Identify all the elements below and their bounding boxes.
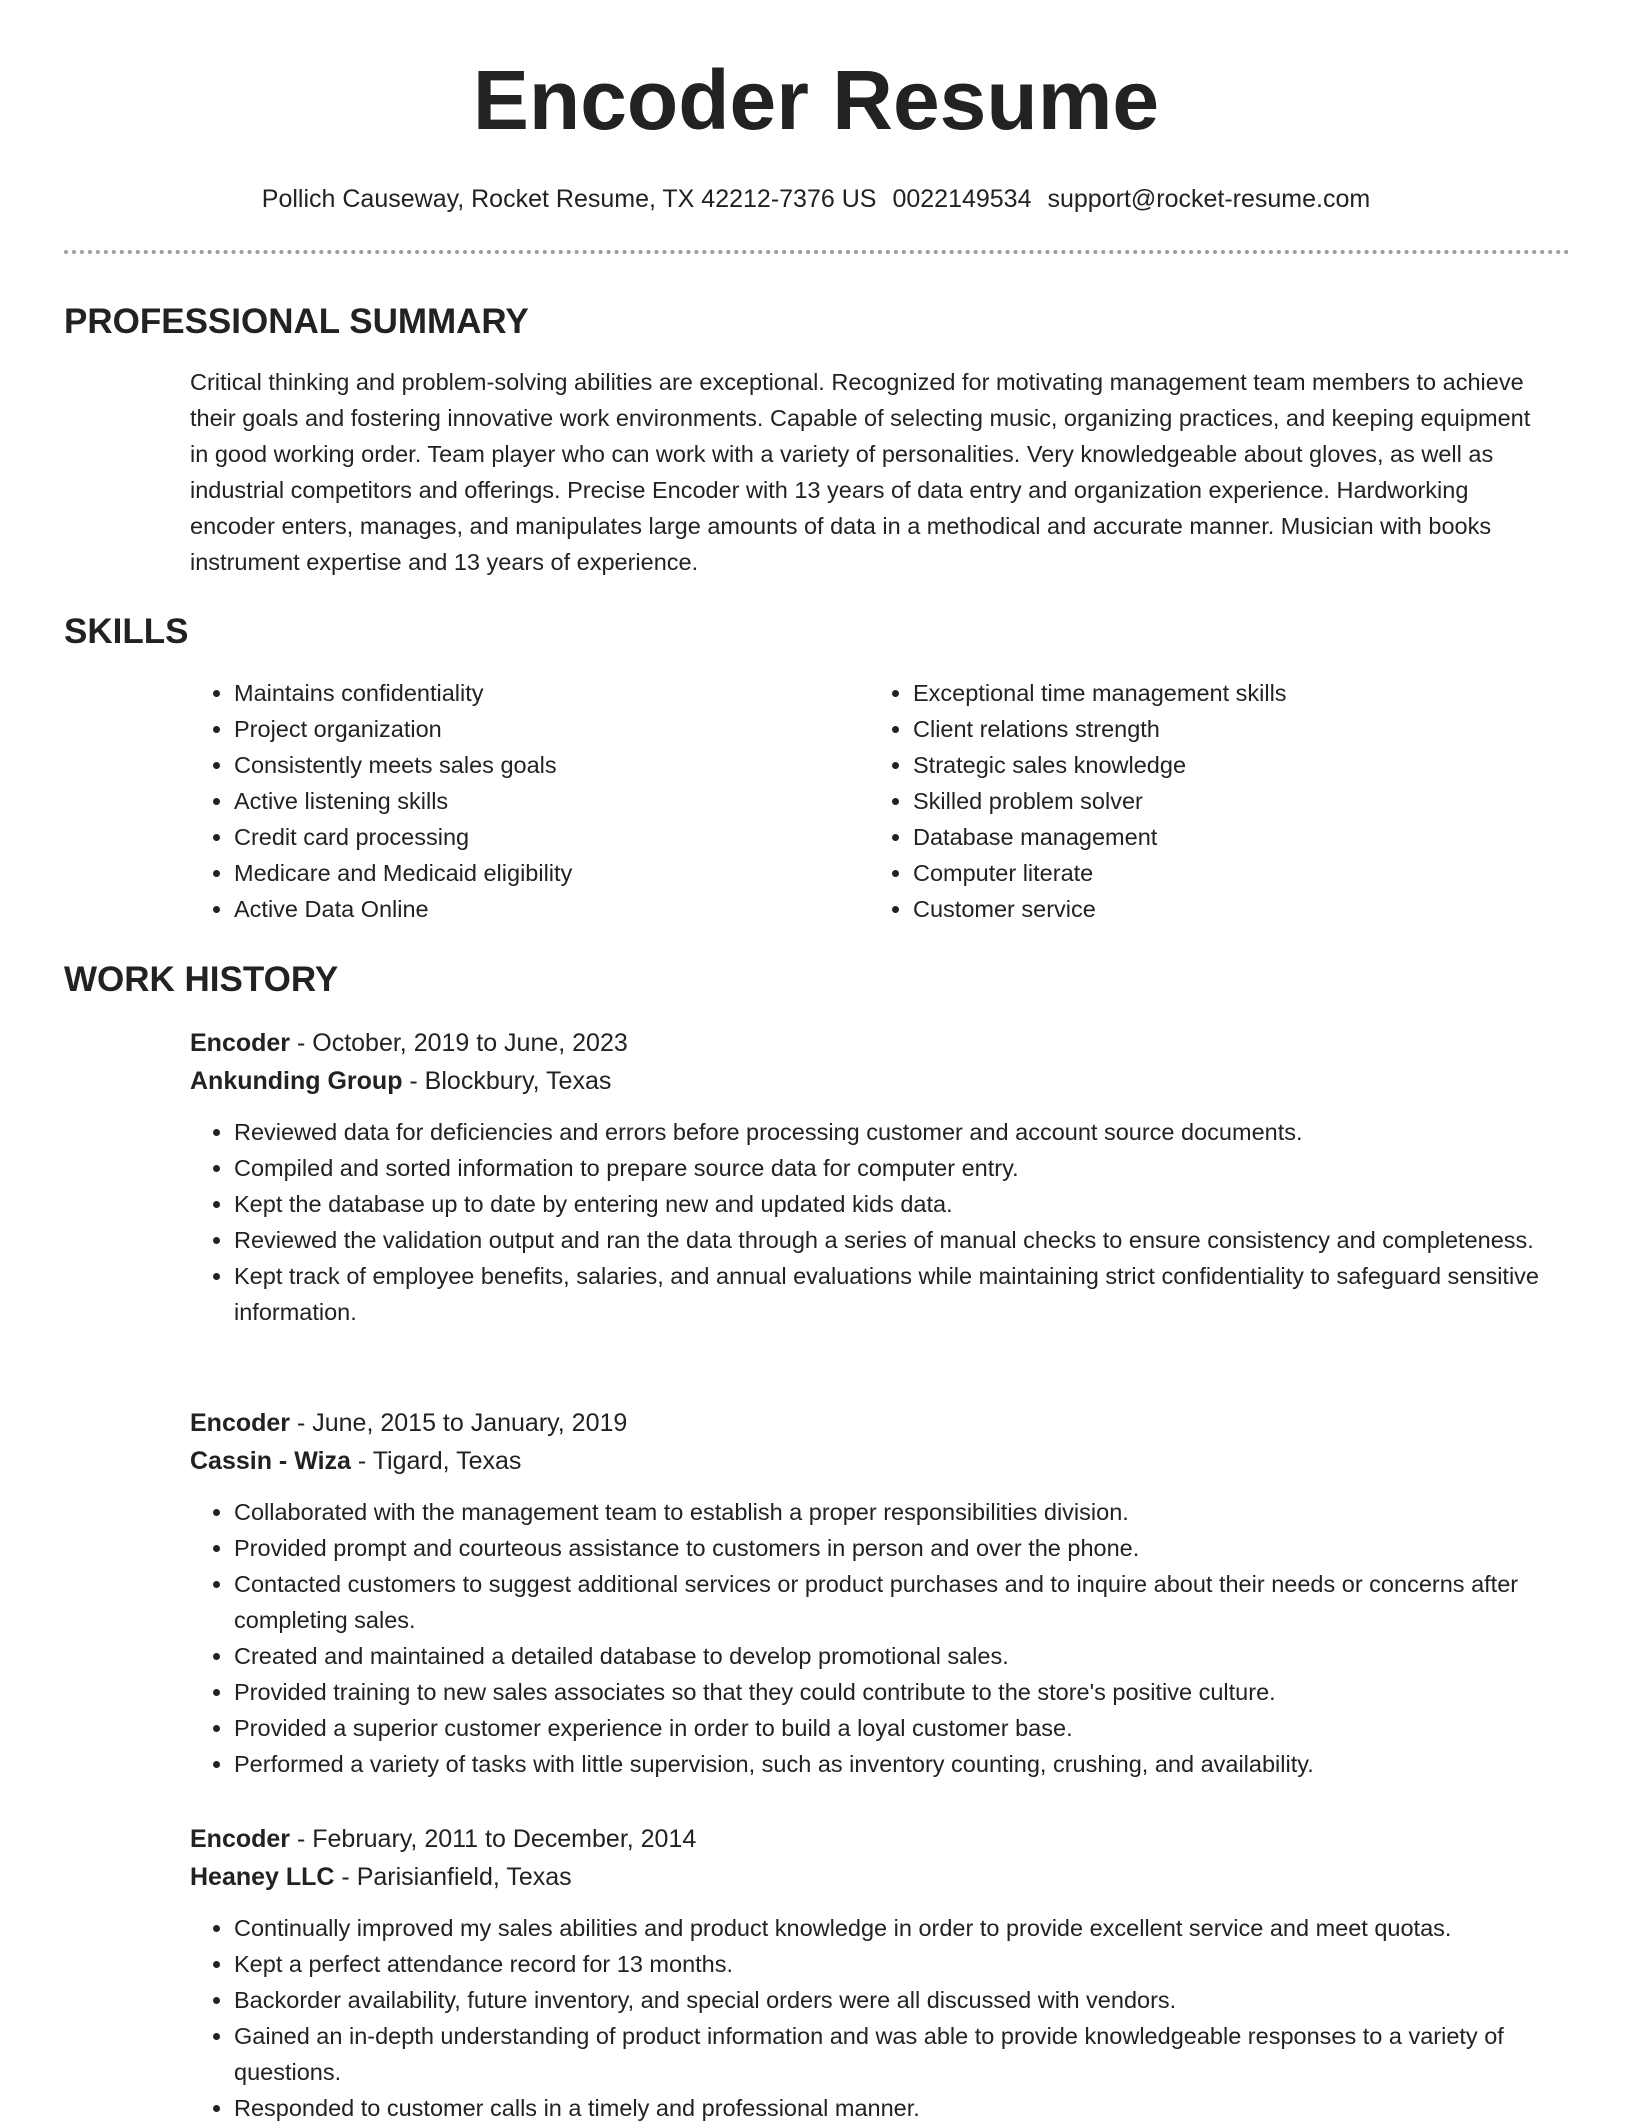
job-bullet: • Reviewed the validation output and ran the data through a series of manual checks to ensure consistency and completeness. (234, 1222, 1560, 1258)
job-bullet: • Contacted customers to suggest additional services or product purchases and to inquire about their needs or concerns after completing sales. (234, 1566, 1560, 1638)
summary-heading: PROFESSIONAL SUMMARY (64, 302, 529, 341)
skills-left-column (190, 675, 810, 927)
contact-address: Pollich Causeway, Rocket Resume, TX 42212-7376 US (261, 185, 877, 213)
skill-item: • Customer service (913, 891, 1489, 927)
skill-item: • Skilled problem solver (913, 783, 1489, 819)
job-bullet: • Kept track of employee benefits, salaries, and annual evaluations while maintaining strict confidentiality to safeguard sensitive information. (234, 1258, 1560, 1330)
job-location: - Blockbury, Texas (402, 1067, 612, 1095)
skill-item: • Maintains confidentiality (234, 675, 810, 711)
contact-email[interactable]: support@rocket-resume.com (1047, 185, 1371, 213)
job-company: Heaney LLC (190, 1863, 335, 1891)
job-entry (190, 1820, 1560, 2126)
job-role: Encoder (190, 1029, 291, 1057)
job-bullet: • Collaborated with the management team to establish a proper responsibilities division. (234, 1494, 1560, 1530)
job-dates: - October, 2019 to June, 2023 (290, 1029, 628, 1057)
job-bullet: • Provided training to new sales associates so that they could contribute to the store's positive culture. (234, 1674, 1560, 1710)
job-bullet: • Continually improved my sales abilities and product knowledge in order to provide excellent service and meet quotas. (234, 1910, 1560, 1946)
skill-item: • Client relations strength (913, 711, 1489, 747)
job-company: Cassin - Wiza (190, 1447, 351, 1475)
job-bullet: • Backorder availability, future inventory, and special orders were all discussed with vendors. (234, 1982, 1560, 2018)
job-dates: - February, 2011 to December, 2014 (290, 1825, 697, 1853)
job-bullet: • Reviewed data for deficiencies and errors before processing customer and account source documents. (234, 1114, 1560, 1150)
skill-item: • Active Data Online (234, 891, 810, 927)
skill-item: • Strategic sales knowledge (913, 747, 1489, 783)
skill-item: • Active listening skills (234, 783, 810, 819)
skill-item: • Credit card processing (234, 819, 810, 855)
job-location: - Tigard, Texas (350, 1447, 522, 1475)
job-company: Ankunding Group (190, 1067, 403, 1095)
job-location: - Parisianfield, Texas (334, 1863, 572, 1891)
job-bullet: • Performed a variety of tasks with little supervision, such as inventory counting, crushing, and availability. (234, 1746, 1560, 1782)
job-dates: - June, 2015 to January, 2019 (290, 1409, 628, 1437)
job-company-line (190, 1858, 1560, 1896)
resume-title: Encoder Resume (472, 53, 1160, 147)
job-role: Encoder (190, 1825, 291, 1853)
skill-item: • Project organization (234, 711, 810, 747)
contact-phone: 0022149534 (892, 185, 1032, 213)
skills-right-column (869, 675, 1489, 927)
skill-item: • Exceptional time management skills (913, 675, 1489, 711)
job-bullet: • Kept a perfect attendance record for 13 months. (234, 1946, 1560, 1982)
job-bullet: • Created and maintained a detailed database to develop promotional sales. (234, 1638, 1560, 1674)
job-role: Encoder (190, 1409, 291, 1437)
header-divider (64, 250, 1570, 254)
skill-item: • Consistently meets sales goals (234, 747, 810, 783)
job-bullet: • Provided a superior customer experience in order to build a loyal customer base. (234, 1710, 1560, 1746)
job-title-line (190, 1820, 1560, 1858)
contact-line (0, 184, 1632, 214)
job-bullet: • Compiled and sorted information to prepare source data for computer entry. (234, 1150, 1560, 1186)
skill-item: • Database management (913, 819, 1489, 855)
job-entry (190, 1024, 1560, 1330)
job-company-line (190, 1442, 1560, 1480)
skills-heading: SKILLS (64, 612, 189, 651)
job-title-line (190, 1404, 1560, 1442)
job-company-line (190, 1062, 1560, 1100)
summary-text: Critical thinking and problem-solving abilities are exceptional. Recognized for motivating management team members to achieve their goals and fostering innovative work environments. Capable of selecting music, organizing practices, and keeping equipment in good working order. Team player who can work with a variety of personalities. Very knowledgeable about gloves, as well as industrial competitors and offerings. Precise Encoder with 13 years of data entry and organization experience. Hardworking encoder enters, manages, and manipulates large amounts of data in a methodical and accurate manner. Musician with books instrument expertise and 13 years of experience. (190, 369, 1531, 575)
job-bullet: • Kept the database up to date by entering new and updated kids data. (234, 1186, 1560, 1222)
skill-item: • Medicare and Medicaid eligibility (234, 855, 810, 891)
skill-item: • Computer literate (913, 855, 1489, 891)
job-title-line (190, 1024, 1560, 1062)
job-bullet: • Gained an in-depth understanding of product information and was able to provide knowledgeable responses to a variety of questions. (234, 2018, 1560, 2090)
job-bullet: • Responded to customer calls in a timely and professional manner. (234, 2090, 1560, 2126)
job-entry (190, 1404, 1560, 1782)
job-bullet: • Provided prompt and courteous assistance to customers in person and over the phone. (234, 1530, 1560, 1566)
work-history-heading: WORK HISTORY (64, 960, 339, 999)
